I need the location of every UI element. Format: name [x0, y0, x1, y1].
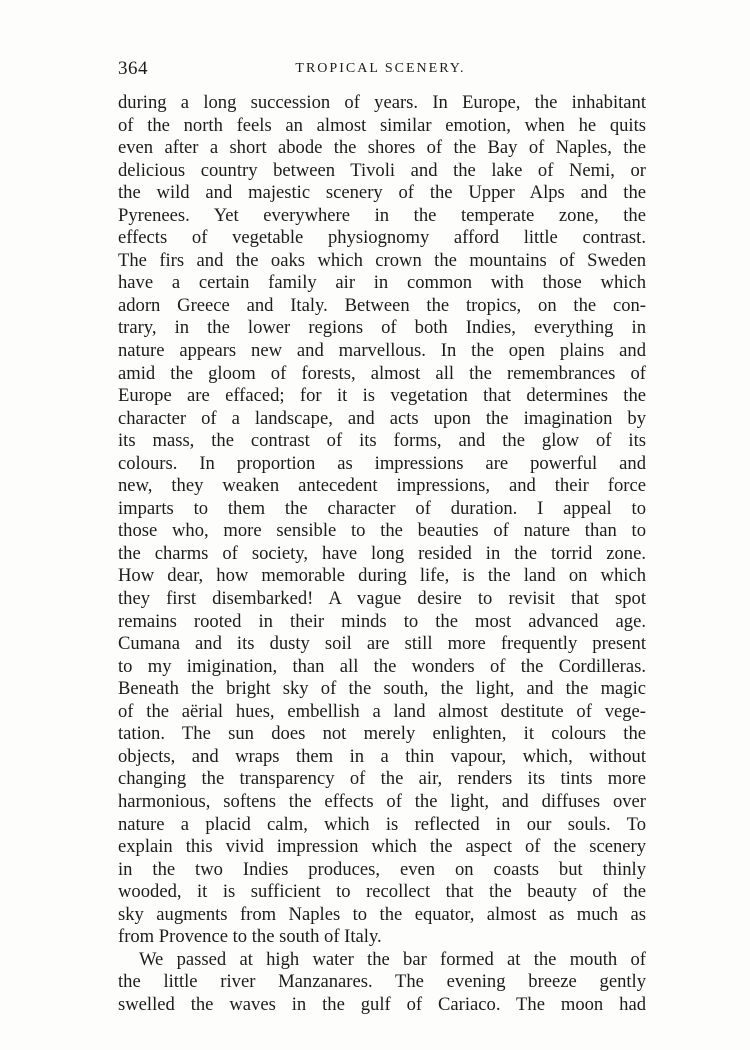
text-line: the little river Manzanares. The evening breeze gently [118, 971, 646, 993]
text-line: colours. In proportion as impressions are powerful and [118, 452, 646, 474]
text-line: Beneath the bright sky of the south, the light, and the magic [118, 678, 646, 700]
text-line: sky augments from Naples to the equator, almost as much as [118, 903, 646, 925]
running-head [118, 58, 643, 86]
page-number: 364 [118, 58, 148, 79]
text-line: new, they weaken antecedent impressions, and their force [118, 475, 646, 497]
text-line: objects, and wraps them in a thin vapour, which, without [118, 745, 646, 767]
text-line: We passed at high water the bar formed at the mouth of [139, 948, 646, 970]
text-line: its mass, the contrast of its forms, and the glow of its [118, 430, 646, 452]
text-line: nature appears new and marvellous. In the open plains and [118, 340, 646, 362]
text-line: delicious country between Tivoli and the lake of Nemi, or [118, 159, 646, 181]
running-title: TROPICAL SCENERY. [295, 61, 466, 76]
text-line: of the north feels an almost similar emotion, when he quits [118, 114, 646, 136]
text-line: the wild and majestic scenery of the Upper Alps and the [118, 182, 646, 204]
text-line: in the two Indies produces, even on coasts but thinly [118, 858, 646, 880]
text-line: The firs and the oaks which crown the mountains of Sweden [118, 249, 646, 271]
text-line: wooded, it is sufficient to recollect that the beauty of the [118, 881, 646, 903]
text-line: tation. The sun does not merely enlighten, it colours the [118, 723, 646, 745]
text-line: explain this vivid impression which the aspect of the scenery [118, 836, 646, 858]
text-line: of the aërial hues, embellish a land almost destitute of vege- [118, 700, 646, 722]
text-line: How dear, how memorable during life, is the land on which [118, 565, 646, 587]
text-line: from Provence to the south of Italy. [118, 926, 382, 948]
text-line: even after a short abode the shores of the Bay of Naples, the [118, 137, 646, 159]
text-line: adorn Greece and Italy. Between the tropics, on the con- [118, 294, 646, 316]
text-line: nature a placid calm, which is reflected in our souls. To [118, 813, 646, 835]
text-line: trary, in the lower regions of both Indies, everything in [118, 317, 646, 339]
text-line: swelled the waves in the gulf of Cariaco. The moon had [118, 993, 646, 1015]
text-line: Europe are effaced; for it is vegetation that determines the [118, 385, 646, 407]
text-line: Pyrenees. Yet everywhere in the temperate zone, the [118, 204, 646, 226]
text-line: those who, more sensible to the beauties of nature than to [118, 520, 646, 542]
body-text [118, 92, 646, 1016]
text-line: during a long succession of years. In Europe, the inhabitant [118, 92, 646, 113]
text-line: character of a landscape, and acts upon the imagination by [118, 407, 646, 429]
text-line: they first disembarked! A vague desire to revisit that spot [118, 588, 646, 610]
text-line: remains rooted in their minds to the most advanced age. [118, 610, 646, 632]
text-line: amid the gloom of forests, almost all the remembrances of [118, 362, 646, 384]
text-line: to my imigination, than all the wonders of the Cordilleras. [118, 655, 646, 677]
text-line: changing the transparency of the air, renders its tints more [118, 768, 646, 790]
text-line: imparts to them the character of duration. I appeal to [118, 497, 646, 519]
text-line: effects of vegetable physiognomy afford little contrast. [118, 227, 646, 249]
text-line: have a certain family air in common with those which [118, 272, 646, 294]
text-line: harmonious, softens the effects of the light, and diffuses over [118, 790, 646, 812]
text-line: the charms of society, have long resided in the torrid zone. [118, 542, 646, 564]
text-line: Cumana and its dusty soil are still more frequently present [118, 633, 646, 655]
